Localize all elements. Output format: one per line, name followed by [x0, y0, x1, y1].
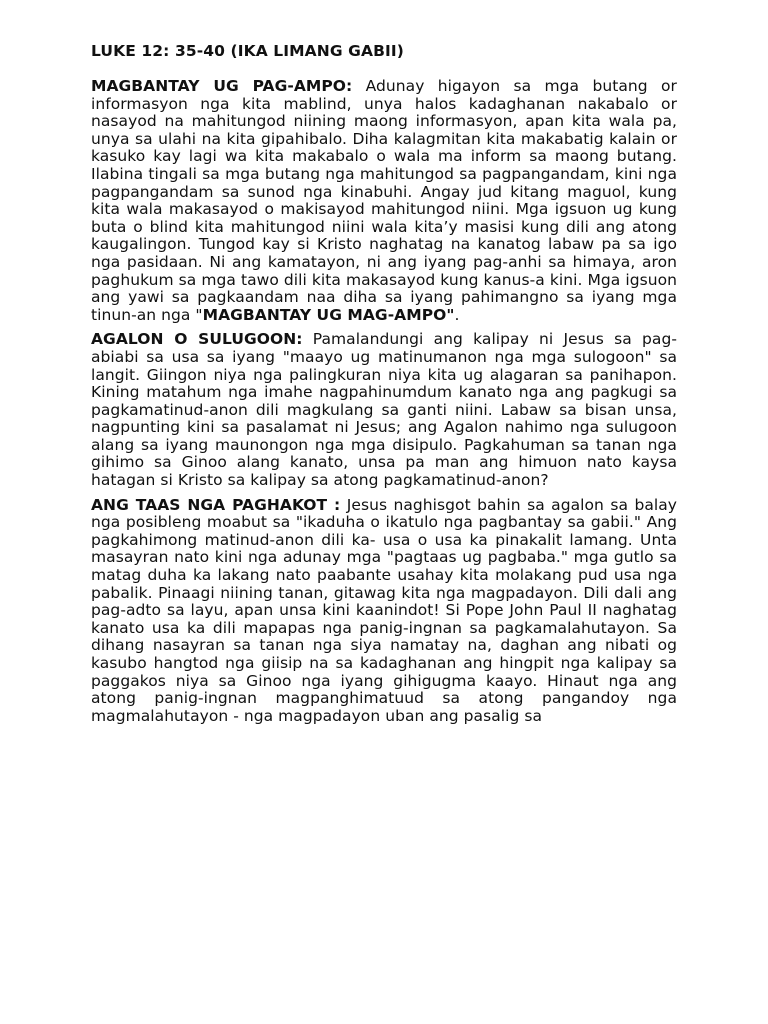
paragraph-tail: .: [454, 305, 460, 324]
paragraph-paghakot: [91, 497, 677, 726]
paragraph-heading: ANG TAAS NGA PAGHAKOT :: [91, 495, 341, 514]
paragraph-magbantay: [91, 78, 677, 324]
paragraph-body: Jesus naghisgot bahin sa agalon sa balay nga posibleng moabut sa "ikaduha o ikatulo nga pagbantay sa gabii." Ang pagkahimong matinud-anon dili ka- usa o usa ka pinakalit lamang. Unta masayran nato kini nga adunay mga "pagtaas ug pagbaba." mga gutlo sa matag duha ka lakang nato paabante usahay kita molakang pud usa nga pabalik. Pinaagi niining tanan, gitawag kita nga magpadayon. Dili dali ang pag-adto sa layu, apan unsa kini kaanindot! Si Pope John Paul II naghatag kanato usa ka dili mapapas nga panig-ingnan sa pagkamalahutayon. Sa dihang nasayran sa tanan nga siya namatay na, daghan ang nibati og kasubo hangtod nga giisip na sa kadaghanan ang hingpit nga kalipay sa paggakos niya sa Ginoo nga iyang gihigugma kaayo. Hinaut nga ang atong panig-ingnan magpanghimatuud sa atong pangandoy nga magmalahutayon - nga magpadayon uban ang pasalig sa: [91, 495, 678, 725]
document-page: [91, 42, 677, 732]
paragraph-agalon: [91, 331, 677, 489]
paragraph-heading: AGALON O SULUGOON:: [91, 330, 303, 349]
document-title: LUKE 12: 35-40 (IKA LIMANG GABII): [91, 42, 404, 60]
paragraph-body: Pamalandungi ang kalipay ni Jesus sa pag-abiabi sa usa sa iyang "maayo ug matinumanon nga mga sulogoon" sa langit. Giingon niya nga palingkuran niya kita ug alagaran sa panihapon. Kining matahum nga imahe nagpahinumdum kanato nga ang pagkugi sa pagkamatinud-anon dili magkulang sa ganti niini. Labaw sa bisan unsa, nagpunting kini sa pasalamat ni Jesus; ang Agalon nahimo nga sulugoon alang sa iyang maunongon nga mga disipulo. Pagkahuman sa tanan nga gihimo sa Ginoo alang kanato, unsa pa man ang himuon nato kaysa hatagan si Kristo sa kalipay sa atong pagkamatinud-anon?: [91, 330, 677, 490]
paragraph-emphasis: MAGBANTAY UG MAG-AMPO": [202, 305, 455, 324]
paragraph-body: Adunay higayon sa mga butang or informasyon nga kita mablind, unya halos kadaghanan nakabalo or nasayod na mahitungod niining maong informasyon, apan kita wala pa, unya sa ulahi na kita gipahibalo. Diha kalagmitan kita makabatig kalain or kasuko kay lagi wa kita makabalo o wala ma inform sa maong butang. Ilabina tingali sa mga butang nga mahitungod sa pagpangandam, kini nga pagpangandam sa sunod nga kinabuhi. Angay jud kitang maguol, kung kita wala makasayod o makisayod mahitungod niini. Mga igsuon ug kung buta o blind kita mahitungod niini wala kita’y masisi kung dili ang atong kaugalingon. Tungod kay si Kristo naghatag na kanatog labaw pa sa igo nga pasidaan. Ni ang kamatayon, ni ang iyang pag-anhi sa himaya, aron paghukum sa mga tawo dili kita makasayod kung kanus-a kini. Mga igsuon ang yawi sa pagkaandam naa diha sa iyang pahimangno sa iyang mga tinun-an nga ": [91, 77, 677, 324]
paragraph-heading: MAGBANTAY UG PAG-AMPO:: [91, 77, 353, 95]
